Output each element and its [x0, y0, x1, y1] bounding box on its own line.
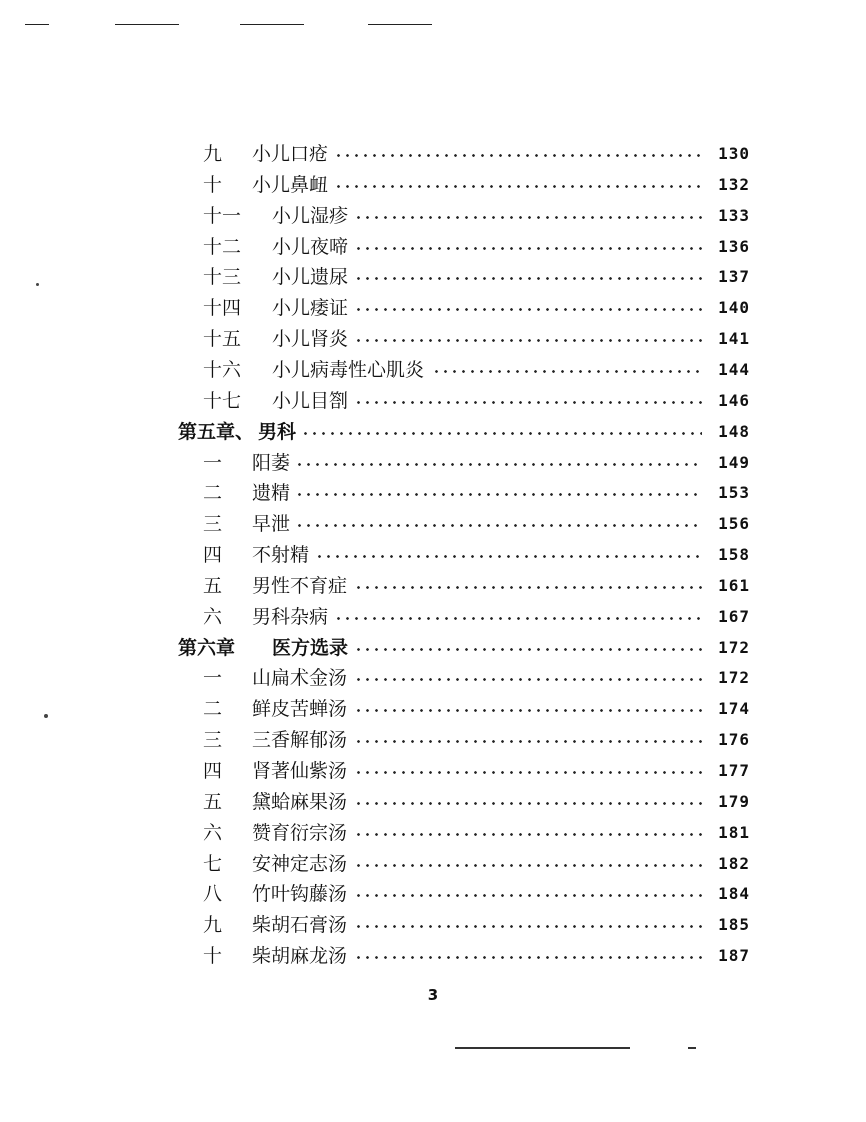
toc-dot-leader	[334, 139, 702, 169]
toc-entry-number: 第六章	[178, 636, 236, 659]
toc-dot-leader	[354, 910, 703, 940]
toc-entry-number: 十	[203, 173, 223, 196]
toc-entry-number: 六	[203, 821, 223, 844]
toc-entry-row	[0, 879, 866, 909]
toc-dot-leader	[354, 201, 702, 231]
toc-entry-row	[0, 602, 866, 632]
toc-entry-title: 三香解郁汤	[252, 729, 348, 752]
toc-entry-row	[0, 509, 866, 539]
toc-entry-number: 十三	[203, 266, 242, 289]
toc-entry-row	[0, 386, 866, 416]
toc-entry-row	[0, 170, 866, 200]
toc-page-number: 181	[718, 822, 750, 842]
toc-page-number: 141	[718, 329, 750, 349]
toc-page-number: 146	[718, 390, 750, 410]
toc-entry-row	[0, 818, 866, 848]
toc-entry-title: 柴胡石膏汤	[252, 914, 348, 937]
toc-page-number: 130	[718, 144, 750, 163]
toc-page-number: 179	[718, 791, 750, 811]
toc-entry-row	[0, 694, 866, 724]
toc-entry-row	[0, 571, 866, 601]
toc-page-number: 144	[718, 359, 750, 379]
toc-page-number: 174	[718, 699, 750, 719]
page-number: 3	[427, 986, 439, 1004]
toc-entry-row	[0, 355, 866, 385]
toc-entry-row	[0, 293, 866, 323]
toc-dot-leader	[354, 725, 703, 755]
toc-entry-number: 一	[203, 667, 223, 690]
toc-page-number: 140	[718, 298, 750, 318]
toc-page-number: 153	[718, 483, 750, 503]
toc-dot-leader	[354, 293, 702, 323]
toc-entry-title: 安神定志汤	[252, 852, 348, 875]
toc-page-number: 187	[718, 946, 750, 966]
toc-dot-leader	[354, 324, 702, 354]
toc-entry-row	[0, 540, 866, 570]
toc-entry-number: 十一	[203, 204, 242, 227]
toc-entry-row	[0, 324, 866, 354]
toc-entry-title: 男科	[258, 420, 297, 443]
toc-entry-row	[0, 139, 866, 169]
toc-dot-leader	[354, 232, 702, 262]
toc-page-number: 158	[718, 545, 750, 565]
toc-entry-row	[0, 232, 866, 262]
bottom-rule	[688, 1047, 696, 1049]
toc-dot-leader	[354, 262, 702, 292]
toc-entry-title: 医方选录	[272, 636, 349, 659]
toc-entry-number: 三	[203, 729, 223, 752]
toc-dot-leader	[354, 756, 703, 786]
toc-entry-number: 六	[203, 605, 223, 628]
toc-entry-title: 小儿病毒性心肌炎	[272, 358, 425, 381]
toc-entry-title: 鲜皮苦蝉汤	[252, 698, 348, 721]
toc-entry-title: 早泄	[252, 513, 291, 536]
toc-entry-row	[0, 941, 866, 971]
toc-dot-leader	[354, 663, 703, 693]
toc-chapter-row	[0, 633, 866, 663]
toc-entry-row	[0, 756, 866, 786]
toc-page-number: 149	[718, 452, 750, 472]
toc-page-number: 156	[718, 514, 750, 534]
toc-page-number: 137	[718, 267, 750, 287]
toc-page-number: 136	[718, 236, 750, 256]
toc-page-number: 176	[718, 730, 750, 750]
toc-entry-number: 第五章、	[178, 420, 255, 443]
toc-entry-title: 男科杂病	[252, 605, 329, 628]
toc-entry-title: 阳萎	[252, 451, 291, 474]
toc-entry-number: 十六	[203, 358, 242, 381]
toc-page-number: 185	[718, 915, 750, 935]
toc-entry-number: 八	[203, 883, 223, 906]
toc-entry-title: 不射精	[252, 544, 310, 567]
toc-dot-leader	[354, 694, 703, 724]
toc-entry-number: 四	[203, 544, 223, 567]
toc-dot-leader	[354, 818, 703, 848]
toc-dot-leader	[354, 633, 702, 663]
bottom-rule	[455, 1047, 630, 1049]
toc-page-number: 182	[718, 853, 750, 873]
toc-entry-title: 小儿遗尿	[272, 266, 349, 289]
toc-entry-title: 黛蛤麻果汤	[252, 790, 348, 813]
toc-entry-number: 二	[203, 698, 223, 721]
toc-dot-leader	[354, 849, 703, 879]
toc-page-number: 133	[718, 205, 750, 225]
toc-entry-title: 遗精	[252, 482, 291, 505]
toc-page-number: 132	[718, 174, 750, 194]
toc-entry-row	[0, 262, 866, 292]
toc-entry-title: 赞育衍宗汤	[252, 821, 348, 844]
toc-entry-number: 十四	[203, 297, 242, 320]
toc-dot-leader	[334, 170, 702, 200]
toc-entry-number: 九	[203, 914, 223, 937]
toc-chapter-row	[0, 417, 866, 447]
toc-entry-row	[0, 201, 866, 231]
toc-entry-row	[0, 849, 866, 879]
toc-entry-title: 小儿口疮	[252, 143, 329, 165]
scan-speck	[36, 283, 39, 286]
toc-dot-leader	[295, 448, 702, 478]
toc-entry-number: 三	[203, 513, 223, 536]
toc-dot-leader	[334, 602, 702, 632]
toc-entry-number: 五	[203, 574, 223, 597]
toc-page-number: 148	[718, 421, 750, 441]
toc-dot-leader	[295, 509, 702, 539]
toc-dot-leader	[354, 787, 703, 817]
toc-entry-title: 小儿鼻衄	[252, 173, 329, 196]
toc-page-number: 167	[718, 606, 750, 626]
toc-entry-number: 十	[203, 945, 223, 968]
toc-entry-title: 小儿夜啼	[272, 235, 349, 258]
toc-dot-leader	[315, 540, 703, 570]
toc-entry-row	[0, 663, 866, 693]
toc-entry-title: 竹叶钩藤汤	[252, 883, 348, 906]
toc-entry-number: 九	[203, 143, 223, 165]
toc-entry-number: 四	[203, 760, 223, 782]
toc-dot-leader	[295, 478, 702, 508]
toc-entry-number: 五	[203, 790, 223, 813]
scan-speck	[44, 714, 48, 718]
toc-dot-leader	[301, 417, 702, 447]
toc-dot-leader	[432, 355, 702, 385]
toc-entry-title: 男性不育症	[252, 574, 348, 597]
toc-entry-number: 十七	[203, 389, 242, 412]
toc-page-number: 177	[718, 761, 750, 780]
toc-page-number: 161	[718, 575, 750, 595]
toc-dot-leader	[354, 879, 703, 909]
toc-entry-number: 十二	[203, 235, 242, 258]
toc-entry-row	[0, 787, 866, 817]
toc-dot-leader	[354, 386, 702, 416]
toc-dot-leader	[354, 941, 703, 971]
toc-page-number: 172	[718, 637, 750, 657]
toc-entry-title: 小儿痿证	[272, 297, 349, 320]
toc-entry-title: 柴胡麻龙汤	[252, 945, 348, 968]
toc-entry-number: 七	[203, 852, 223, 875]
toc-entry-title: 小儿目劄	[272, 389, 349, 412]
toc-entry-number: 二	[203, 482, 223, 505]
toc-entry-title: 山扁术金汤	[252, 667, 348, 690]
toc-entry-title: 肾著仙紫汤	[252, 760, 348, 782]
toc-entry-row	[0, 725, 866, 755]
toc-entry-number: 一	[203, 451, 223, 474]
toc-entry-row	[0, 910, 866, 940]
toc-page-number: 172	[718, 668, 750, 688]
toc-entry-title: 小儿肾炎	[272, 328, 349, 351]
toc-page-number: 184	[718, 884, 750, 904]
toc-entry-title: 小儿湿疹	[272, 204, 349, 227]
toc-dot-leader	[354, 571, 703, 601]
toc-entry-number: 十五	[203, 328, 242, 351]
toc-entry-row	[0, 478, 866, 508]
toc-entry-row	[0, 448, 866, 478]
